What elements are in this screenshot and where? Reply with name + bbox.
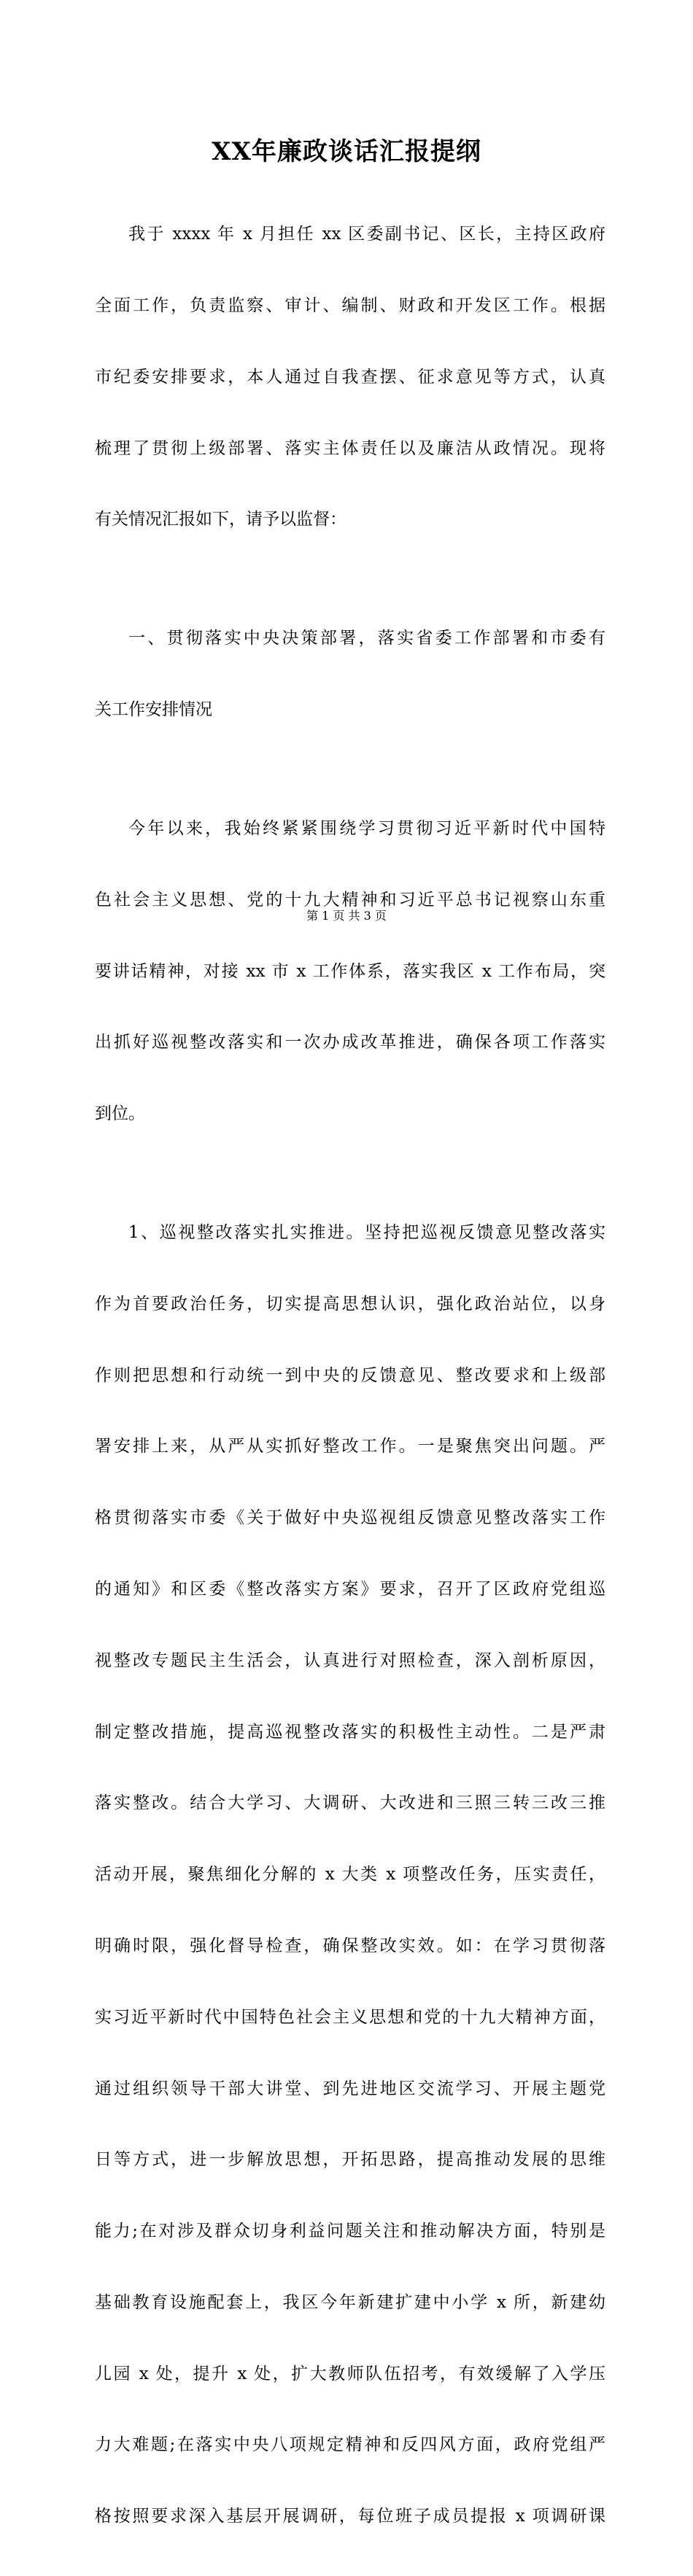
text-line: 我于 xxxx 年 x 月担任 xx 区委副书记、区长，主持区政府 [128,225,605,244]
text-line: 明确时限，强化督导检查，确保整改实效。如：在学习贯彻落 [95,1936,605,1955]
text-line: 到位。 [95,1104,145,1124]
text-line: 关工作安排情况 [95,700,212,720]
document-body [95,175,605,2576]
text-line: 市纪委安排要求，本人通过自我查摆、征求意见等方式，认真 [95,367,605,387]
text-line: 的通知》和区委《整改落实方案》要求，召开了区政府党组巡 [95,1580,605,1599]
text-line: 落实整改。结合大学习、大调研、大改进和三照三转三改三推 [95,1793,605,1813]
text-line: 全面工作，负责监察、审计、编制、财政和开发区工作。根据 [95,295,605,315]
text-line: 有关情况汇报如下，请予以监督： [95,510,346,529]
paragraph-inspection-rectification [95,1173,605,2576]
text-line: 要讲话精神，对接 xx 市 x 工作体系，落实我区 x 工作布局，突 [95,961,605,981]
text-line: 格贯彻落实市委《关于做好中央巡视组反馈意见整改落实工作 [95,1508,605,1528]
text-line: 作则把思想和行动统一到中央的反馈意见、整改要求和上级部 [95,1365,605,1385]
text-line: 活动开展，聚焦细化分解的 x 大类 x 项整改任务，压实责任， [95,1865,605,1885]
paragraph-overview [95,769,605,1173]
text-line: 实习近平新时代中国特色社会主义思想和党的十九大精神方面， [95,2007,605,2027]
text-line: 儿园 x 处，提升 x 处，扩大教师队伍招考，有效缓解了入学压 [95,2364,605,2383]
text-line: 1、巡视整改落实扎实推进。坚持把巡视反馈意见整改落实 [128,1223,605,1243]
text-line: 制定整改措施，提高巡视整改落实的积极性主动性。二是严肃 [95,1722,605,1742]
text-line: 今年以来，我始终紧紧围绕学习贯彻习近平新时代中国特 [128,819,605,839]
text-line: 日等方式，进一步解放思想，开拓思路，提高推动发展的思维 [95,2150,605,2170]
page-number-footer: 第 1 页 共 3 页 [306,909,387,923]
section-heading-1 [95,579,605,769]
text-line: 色社会主义思想、党的十九大精神和习近平总书记视察山东重 [95,890,605,909]
text-line: 基础教育设施配套上，我区今年新建扩建中小学 x 所，新建幼 [95,2292,605,2312]
text-line: 格按照要求深入基层开展调研，每位班子成员提报 x 项调研课 [95,2507,605,2526]
text-line: 梳理了贯彻上级部署、落实主体责任以及廉洁从政情况。现将 [95,438,605,458]
text-line: 作为首要政治任务，切实提高思想认识，强化政治站位，以身 [95,1294,605,1314]
text-line: 通过组织领导干部大讲堂、到先进地区交流学习、开展主题党 [95,2079,605,2098]
document-title: XX年廉政谈话汇报提纲 [212,137,481,166]
text-line: 署安排上来，从严从实抓好整改工作。一是聚焦突出问题。严 [95,1437,605,1456]
text-line: 出抓好巡视整改落实和一次办成改革推进，确保各项工作落实 [95,1033,605,1052]
text-line: 一、贯彻落实中央决策部署，落实省委工作部署和市委有 [128,629,605,648]
text-line: 力大难题;在落实中央八项规定精神和反四风方面，政府党组严 [95,2435,605,2455]
paragraph-intro [95,175,605,579]
text-line: 视整改专题民主生活会，认真进行对照检查，深入剖析原因， [95,1650,605,1670]
text-line: 能力;在对涉及群众切身利益问题关注和推动解决方面，特别是 [95,2222,605,2241]
